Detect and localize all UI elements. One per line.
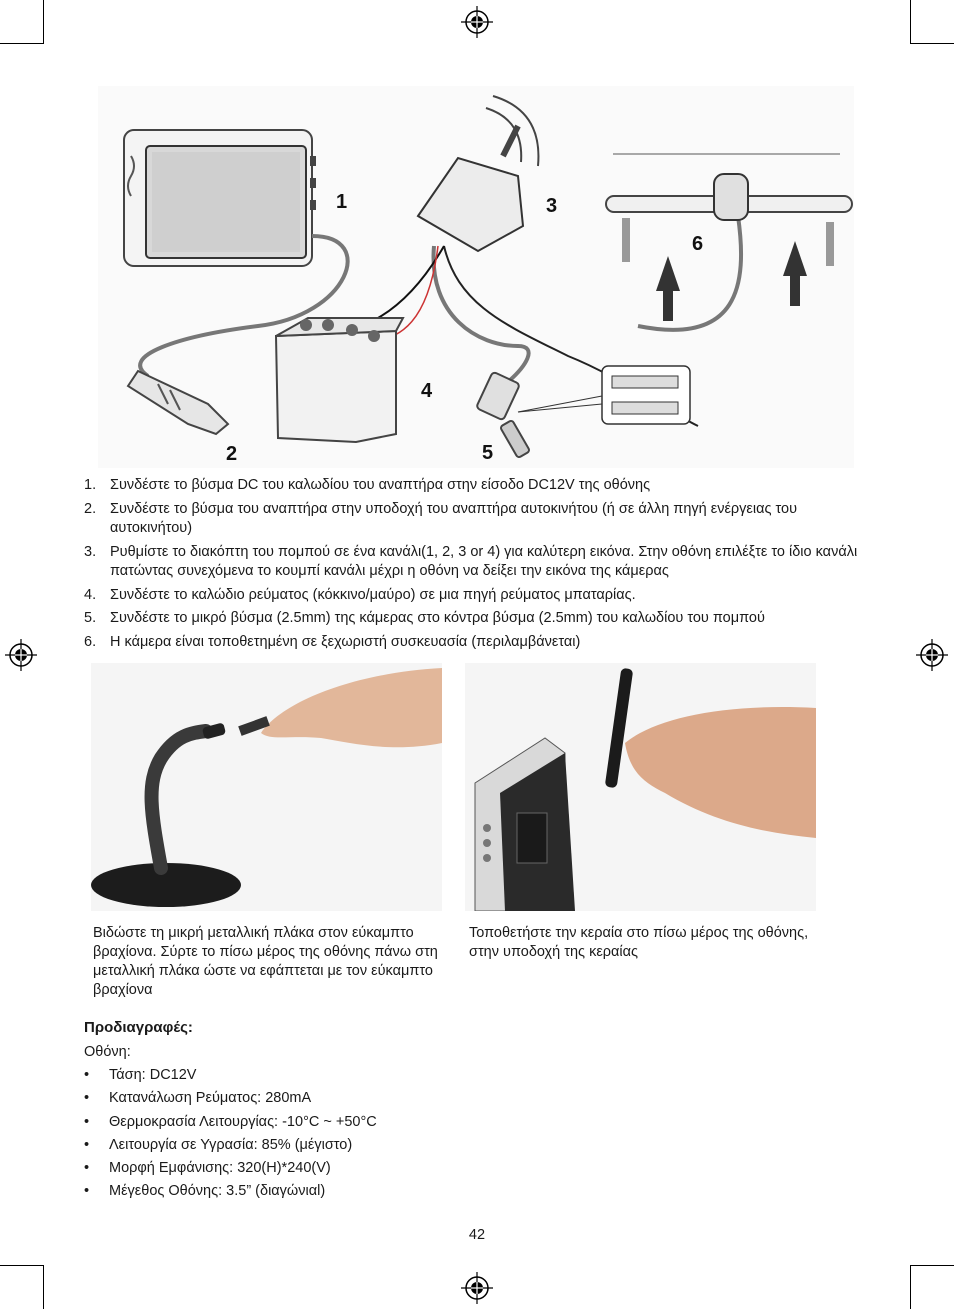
bullet-icon: • bbox=[84, 1183, 90, 1200]
step-item: 1. Συνδέστε το βύσμα DC του καλωδίου του αναπτήρα στην είσοδο DC12V της οθόνης bbox=[84, 477, 651, 493]
bullet-icon: • bbox=[84, 1136, 90, 1153]
specs-title: Προδιαγραφές: bbox=[84, 1019, 193, 1036]
crop-mark bbox=[910, 0, 911, 44]
registration-mark-icon bbox=[916, 639, 948, 671]
transmitter-illustration bbox=[418, 96, 538, 251]
step-item: 5. Συνδέστε το μικρό βύσμα (2.5mm) της κάμερας στο κόντρα βύσμα (2.5mm) του καλωδίου του πομπού bbox=[84, 610, 765, 626]
diagram-label-5: 5 bbox=[482, 442, 494, 464]
spec-item: • Τάση: DC12V bbox=[84, 1067, 197, 1083]
diagram-label-3: 3 bbox=[546, 195, 558, 217]
crop-mark bbox=[43, 1265, 44, 1309]
spec-item: • Μορφή Εμφάνισης: 320(H)*240(V) bbox=[84, 1160, 331, 1177]
diagram-label-1: 1 bbox=[336, 191, 348, 213]
crop-mark bbox=[0, 43, 44, 44]
diagram-label-2: 2 bbox=[226, 443, 238, 465]
step-item: 4. Συνδέστε το καλώδιο ρεύματος (κόκκινο/μαύρο) σε μια πηγή ρεύματος μπαταρίας. bbox=[84, 586, 636, 603]
bullet-icon: • bbox=[84, 1113, 90, 1130]
crop-mark bbox=[43, 0, 44, 44]
spec-item: • Κατανάλωση Ρεύματος: 280mA bbox=[84, 1090, 312, 1107]
bullet-icon: • bbox=[84, 1090, 90, 1107]
installation-diagram bbox=[98, 86, 854, 468]
installation-steps bbox=[84, 476, 874, 656]
gooseneck-mount-photo bbox=[91, 663, 442, 911]
step-item: 2. Συνδέστε το βύσμα του αναπτήρα στην υποδοχή του αναπτήρα αυτοκινήτου (ή σε άλλη πηγή ενέργειας του αυτοκινήτου) bbox=[84, 500, 798, 536]
diagram-label-4: 4 bbox=[421, 380, 433, 402]
step-item: 6. Η κάμερα είναι τοποθετημένη σε ξεχωριστή συσκευασία (περιλαμβάνεται) bbox=[84, 633, 581, 650]
bullet-icon: • bbox=[84, 1067, 90, 1083]
cigarette-plug-illustration bbox=[128, 371, 228, 434]
camera-bracket-illustration bbox=[606, 154, 852, 321]
battery-illustration bbox=[276, 318, 403, 442]
crop-mark bbox=[910, 1265, 954, 1266]
specs-list bbox=[84, 1066, 377, 1206]
crop-mark bbox=[0, 1265, 44, 1266]
connector-inset-illustration bbox=[518, 366, 690, 424]
spec-item: • Θερμοκρασία Λειτουργίας: -10°C ~ +50°C bbox=[84, 1113, 377, 1130]
antenna-caption: Τοποθετήστε την κεραία στο πίσω μέρος της οθόνης, στην υποδοχή της κεραίας bbox=[469, 925, 809, 960]
registration-mark-icon bbox=[5, 639, 37, 671]
antenna-photo bbox=[465, 663, 816, 911]
registration-mark-icon bbox=[461, 6, 493, 38]
spec-item: • Μέγεθος Οθόνης: 3.5” (διαγώνιαl) bbox=[84, 1183, 326, 1200]
spec-item: • Λειτουργία σε Υγρασία: 85% (μέγιστο) bbox=[84, 1136, 353, 1153]
gooseneck-caption: Βιδώστε τη μικρή μεταλλική πλάκα στον εύκαμπτο βραχίονα. Σύρτε το πίσω μέρος της οθόνης πάνω στη μεταλλική πλάκα ώστε να εφάπτεται με τον εύκαμπτο βραχίονα bbox=[93, 925, 438, 998]
crop-mark bbox=[910, 1265, 911, 1309]
crop-mark bbox=[910, 43, 954, 44]
specs-subtitle: Οθόνη: bbox=[84, 1044, 131, 1060]
diagram-label-6: 6 bbox=[692, 233, 704, 255]
page-number: 42 bbox=[468, 1227, 486, 1243]
bullet-icon: • bbox=[84, 1160, 90, 1177]
step-item: 3. Ρυθμίστε το διακόπτη του πομπού σε ένα κανάλι(1, 2, 3 or 4) για καλύτερη εικόνα. Στην οθόνη επιλέξτε το ίδιο κανάλι πατώντας συνεχόμενα το κουμπί κανάλι μέχρι η οθόνη να δείξει την εικόνα της κάμερας bbox=[84, 543, 858, 579]
monitor-illustration bbox=[124, 130, 316, 266]
registration-mark-icon bbox=[461, 1272, 493, 1304]
